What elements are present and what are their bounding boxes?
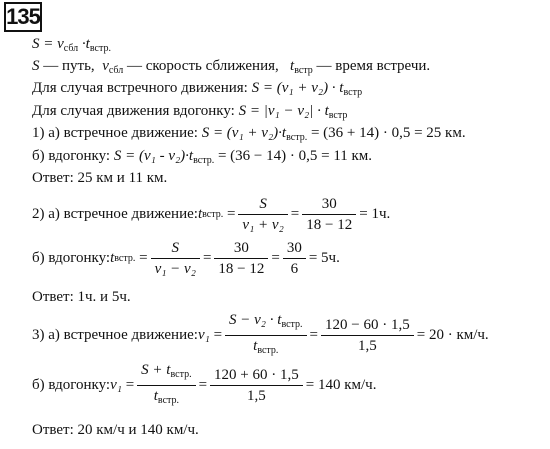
main-formula-text: S = v: [32, 36, 64, 52]
part2-b-label: б) вдогонку:: [32, 250, 111, 266]
part3-b-frac1-num-text: S + t: [141, 362, 171, 378]
part1-b-formula-sub: встр.: [193, 155, 215, 166]
part2-answer: Ответ: 1ч. и 5ч.: [32, 289, 131, 305]
legend-time: — время встречи.: [312, 58, 431, 74]
part2-a-result: = 1ч.: [359, 206, 391, 222]
meet-case-sub: встр: [343, 87, 363, 98]
legend-v-sub: сбл: [108, 65, 124, 76]
part3-b-frac1-den-sub: встр.: [157, 395, 179, 406]
part3-b-frac1-num: [137, 360, 195, 386]
part2-b-frac1-num: S: [151, 238, 200, 259]
part1-b-label: б) вдогонку:: [32, 148, 114, 164]
part2-b-frac3-den: 6: [290, 261, 299, 277]
part2-b-frac2-den: 18 − 12: [218, 261, 265, 277]
part2-b-lhs-sub: встр.: [114, 253, 136, 264]
part2-a-label: 2) а) встречное движение:: [32, 206, 198, 222]
part3-a-frac1-num-sub: встр.: [281, 319, 303, 330]
part3-a-frac1-den-sub: встр.: [257, 345, 279, 356]
chase-case-line: [32, 103, 347, 121]
part2-a-frac2-den: 18 − 12: [306, 217, 353, 233]
part3-b-frac1-den: [137, 386, 195, 411]
legend-v: v: [102, 58, 109, 74]
part3-a-line: 3) а) встречное движение: v₁ = $\frac{S - v_2 \cdot t_{встр.}}{t_{встр.}}$ = $\frac{120 - 60 \cdot 1,5}{1,5}$ = 20 · км/ч.: [32, 310, 489, 361]
part3-b-frac1-num-sub: встр.: [170, 369, 192, 380]
chase-case-text: Для случая движения вдогонку:: [32, 103, 239, 119]
part2-b-line: б) вдогонку: t встр. = $\frac{S}{\text{v₁ − v₂}}$ = $\frac{30}{18 - 12}$ = $\frac{30}{6}$ = 5ч.: [32, 240, 340, 277]
part3-a-frac1-num-text: S − v₂ · t: [229, 312, 282, 328]
part2-b-frac3-num: 30: [283, 238, 306, 259]
meet-case-text: Для случая встречного движения:: [32, 80, 252, 96]
part2-a-lhs-sub: встр.: [202, 209, 224, 220]
part3-b-fraction-1: [137, 360, 195, 411]
part1-a-formula-right: = (36 + 14) · 0,5 = 25 км.: [307, 125, 466, 141]
part3-b-lhs: v₁: [110, 377, 122, 393]
legend-t: t: [290, 58, 295, 74]
legend-t-sub: встр: [294, 65, 313, 76]
part3-a-label: 3) а) встречное движение:: [32, 327, 198, 343]
part1-b-formula-left: S = (v₁ - v₂)·t: [113, 148, 194, 164]
part3-a-result: = 20 · км/ч.: [416, 327, 489, 343]
part2-a-lhs: t: [197, 206, 203, 222]
part3-a-frac1-den: [225, 336, 307, 361]
part2-a-frac1-num: S: [238, 194, 287, 215]
legend-speed: — скорость сближения,: [123, 58, 279, 74]
main-formula-mid: ·t: [78, 36, 90, 52]
meet-case-line: [32, 80, 362, 98]
part1-a-line: [32, 125, 466, 143]
part3-answer: Ответ: 20 км/ч и 140 км/ч.: [32, 422, 199, 438]
part2-a-fraction-1: [238, 194, 287, 235]
part2-b-result: = 5ч.: [308, 250, 340, 266]
part2-b-frac1-den: v₁ − v₂: [154, 261, 196, 277]
part2-b-fraction-1: [151, 238, 200, 279]
part3-b-fraction-2: [210, 365, 303, 406]
legend-path: — путь,: [39, 58, 95, 74]
legend-line: [32, 58, 430, 76]
main-formula-sub2: встр.: [89, 43, 111, 54]
part2-a-line: 2) а) встречное движение: t встр. = $\frac{S}{\text{v₁ + v₂}}$ = $\frac{30}{18 - 12}$ = 1ч.: [32, 196, 391, 233]
part1-a-label: 1) а) встречное движение:: [32, 125, 202, 141]
part2-b-fraction-2: [214, 238, 268, 279]
problem-number-badge: 135: [4, 2, 42, 32]
part1-a-formula-sub: встр.: [286, 132, 308, 143]
part2-a-frac1-den: v₁ + v₂: [242, 217, 284, 233]
part2-b-frac2-num: 30: [214, 238, 268, 259]
part3-b-result: = 140 км/ч.: [305, 377, 377, 393]
main-formula-sub1: сбл: [63, 43, 79, 54]
part3-b-line: б) вдогонку: v₁ = $\frac{S + t_{встр.}}{t_{встр.}}$ = $\frac{120 + 60 \cdot 1,5}{1,5}$ = 140 км/ч.: [32, 360, 376, 411]
part3-a-frac1-den-text: t: [253, 338, 258, 354]
part2-a-fraction-2: [302, 194, 356, 235]
part1-answer: Ответ: 25 км и 11 км.: [32, 170, 168, 186]
part3-b-frac2-num: 120 + 60 · 1,5: [210, 365, 303, 386]
part2-a-frac2-num: 30: [302, 194, 356, 215]
part3-b-frac2-den: 1,5: [247, 388, 266, 404]
chase-case-formula: S = |v₁ − v₂| · t: [238, 103, 329, 119]
part2-b-lhs: t: [110, 250, 115, 266]
main-formula: [32, 36, 111, 54]
part3-a-fraction-1: [225, 310, 307, 361]
meet-case-formula: S = (v₁ + v₂) · t: [251, 80, 344, 96]
part3-a-frac2-den: 1,5: [358, 338, 377, 354]
part2-b-fraction-3: [283, 238, 306, 279]
part1-a-formula-left: S = (v₁ + v₂)·t: [201, 125, 287, 141]
part3-a-lhs: v₁: [197, 327, 210, 343]
part1-b-formula-right: = (36 − 14) · 0,5 = 11 км.: [214, 148, 373, 164]
part1-b-line: [32, 148, 372, 166]
part3-b-frac1-den-text: t: [153, 388, 158, 404]
chase-case-sub: встр: [328, 110, 348, 121]
part3-a-fraction-2: [321, 315, 414, 356]
part3-b-label: б) вдогонку:: [32, 377, 111, 393]
part3-a-frac2-num: 120 − 60 · 1,5: [321, 315, 414, 336]
legend-s: S: [32, 58, 40, 74]
part3-a-frac1-num: [225, 310, 307, 336]
